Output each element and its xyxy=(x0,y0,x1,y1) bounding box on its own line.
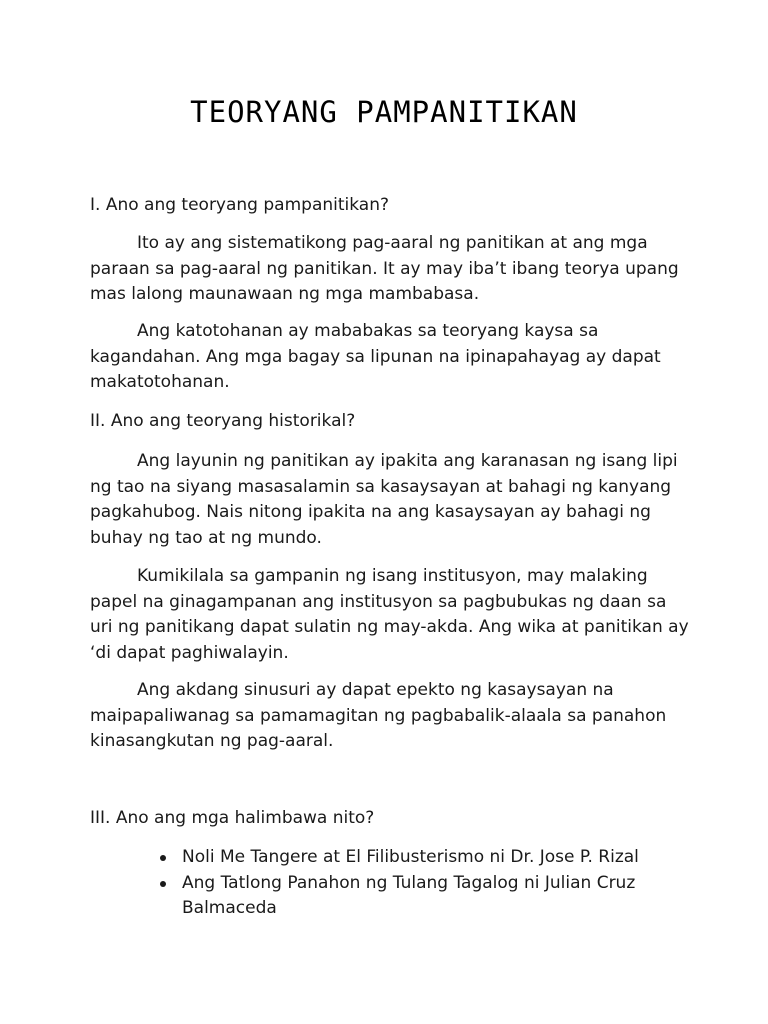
bullet-icon xyxy=(160,881,166,887)
bullet-icon xyxy=(160,855,166,861)
examples-list xyxy=(158,845,698,922)
list-item xyxy=(158,845,698,871)
section-2-heading: II. Ano ang teoryang historikal? xyxy=(90,411,356,431)
section-3-heading: III. Ano ang mga halimbawa nito? xyxy=(90,808,375,828)
section-1-heading: I. Ano ang teoryang pampanitikan? xyxy=(90,195,390,215)
section-1-paragraph-1: Ito ay ang sistematikong pag-aaral ng panitikan at ang mga paraan sa pag-aaral ng panitikan. It ay may iba’t ibang teorya upang mas lalong maunawaan ng mga mambabasa. xyxy=(90,233,679,304)
list-item xyxy=(158,871,698,922)
list-item-text: Noli Me Tangere at El Filibusterismo ni Dr. Jose P. Rizal xyxy=(182,847,639,867)
list-item-text: Ang Tatlong Panahon ng Tulang Tagalog ni Julian Cruz Balmaceda xyxy=(182,872,636,918)
document-title: TEORYANG PAMPANITIKAN xyxy=(190,95,578,129)
section-1-paragraph-2: Ang katotohanan ay mababakas sa teoryang kaysa sa kagandahan. Ang mga bagay sa lipunan na ipinapahayag ay dapat makatotohanan. xyxy=(90,321,661,392)
section-2-paragraph-1: Ang layunin ng panitikan ay ipakita ang karanasan ng isang lipi ng tao na siyang masasalamin sa kasaysayan at bahagi ng kanyang pagkahubog. Nais nitong ipakita na ang kasaysayan ay bahagi ng buhay ng tao at ng mundo. xyxy=(90,451,678,548)
section-2-paragraph-3: Ang akdang sinusuri ay dapat epekto ng kasaysayan na maipapaliwanag sa pamamagitan ng pagbabalik-alaala sa panahon kinasangkutan ng pag-aaral. xyxy=(90,680,667,751)
section-2-paragraph-2: Kumikilala sa gampanin ng isang institusyon, may malaking papel na ginagampanan ang institusyon sa pagbubukas ng daan sa uri ng panitikang dapat sulatin ng may-akda. Ang wika at panitikan ay ‘di dapat paghiwalayin. xyxy=(90,566,689,663)
